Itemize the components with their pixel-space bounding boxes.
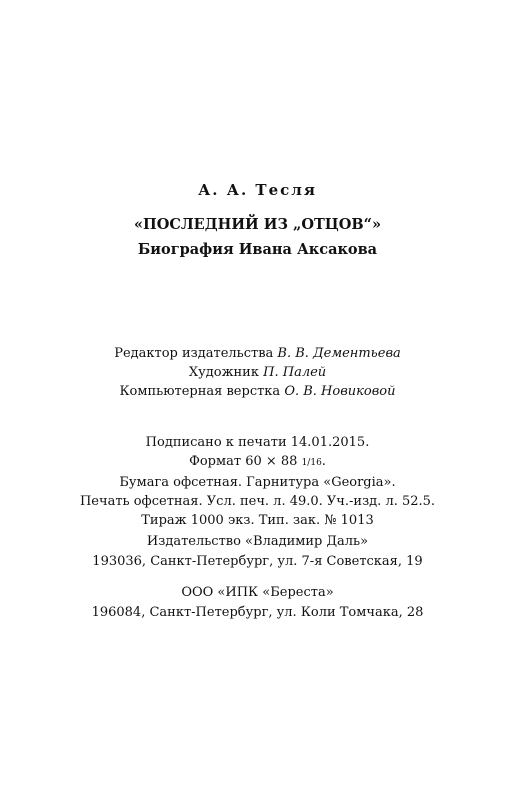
imprint-paper: Бумага офсетная. Гарнитура «Georgia». — [119, 475, 396, 490]
credit-role: Компьютерная верстка — [119, 384, 281, 399]
credit-editor — [0, 344, 515, 363]
imprint-signed: Подписано к печати 14.01.2015. — [145, 435, 370, 450]
credit-role: Художник — [188, 365, 259, 380]
printer-block — [0, 583, 515, 623]
credit-name: О. В. Новиковой — [284, 384, 396, 399]
credit-role: Редактор издательства — [114, 346, 274, 361]
printer-name: ООО «ИПК «Береста» — [181, 585, 334, 600]
author-name: А. А. Тесля — [198, 181, 317, 199]
imprint-print: Печать офсетная. Усл. печ. л. 49.0. Уч.-изд. л. 52.5. — [79, 494, 436, 509]
imprint-format: Формат 60 × 88 1/16. — [189, 454, 326, 469]
book-title: «ПОСЛЕДНИЙ ИЗ „ОТЦОВ“» — [133, 216, 382, 233]
imprint-format-text: Формат 60 × 88 — [189, 454, 298, 469]
credit-name: П. Палей — [263, 365, 327, 380]
publisher-name: Издательство «Владимир Даль» — [146, 534, 369, 549]
printer-address: 196084, Санкт-Петербург, ул. Коли Томчака, 28 — [91, 605, 424, 620]
book-subtitle: Биография Ивана Аксакова — [137, 241, 378, 258]
credit-layout — [0, 382, 515, 401]
credit-name: В. В. Дементьева — [277, 346, 401, 361]
credit-artist — [0, 363, 515, 382]
credits-block — [0, 344, 515, 401]
publisher-address: 193036, Санкт-Петербург, ул. 7-я Советская, 19 — [92, 554, 423, 569]
imprint-format-fraction: 1/16 — [301, 458, 322, 468]
imprint-block — [0, 433, 515, 530]
publisher-block — [0, 532, 515, 572]
imprint-run: Тираж 1000 экз. Тип. зак. № 1013 — [141, 513, 374, 528]
